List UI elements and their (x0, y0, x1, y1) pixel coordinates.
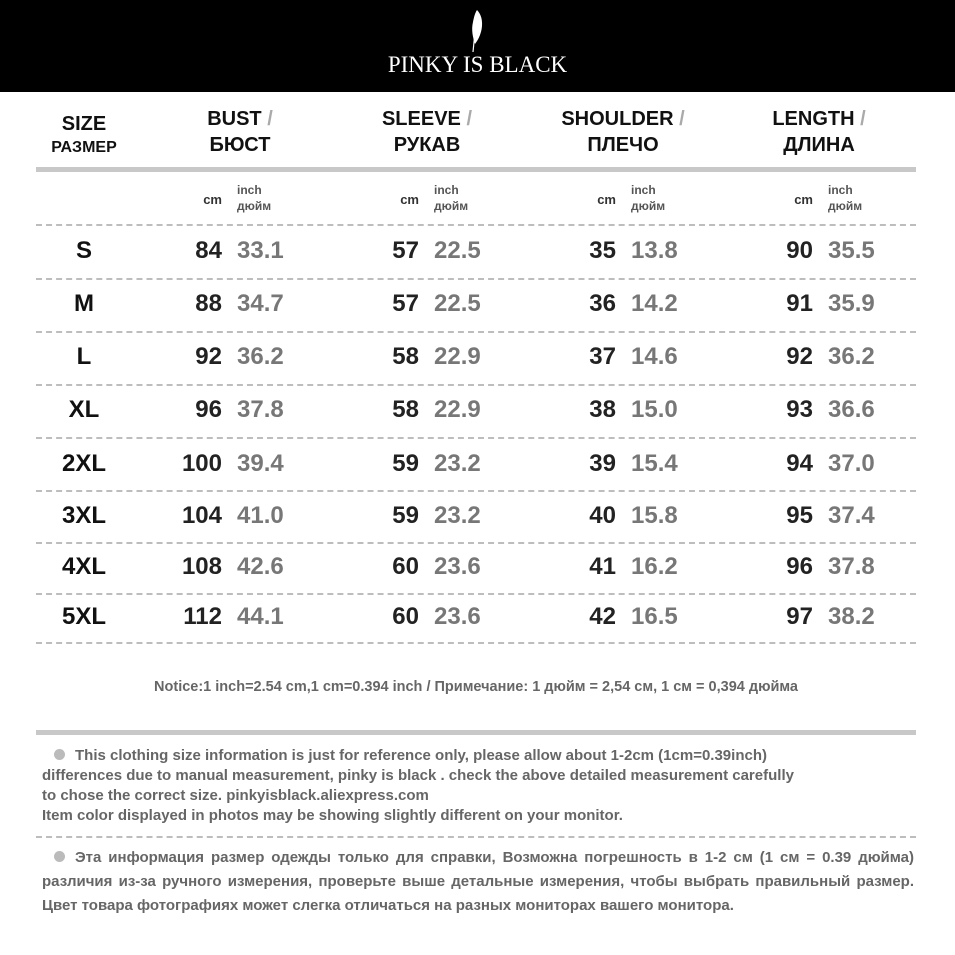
disclaimer-en-line4: Item color displayed in photos may be showing slightly different on your monitor. (42, 807, 623, 824)
conversion-notice: Notice:1 inch=2.54 cm,1 cm=0.394 inch / Примечание: 1 дюйм = 2,54 см, 1 см = 0,394 дюйма (154, 679, 798, 695)
size-header-en: SIZE (61, 113, 107, 135)
value-inch: 15.0 (631, 396, 678, 423)
sleeve-header (332, 106, 522, 158)
value-cm: 41 (589, 553, 616, 580)
row-divider (36, 278, 916, 280)
value-inch: 37.8 (237, 396, 284, 423)
value-inch: 33.1 (237, 237, 284, 264)
value-cm: 39 (589, 450, 616, 477)
size-header (38, 112, 130, 160)
bust-header (145, 106, 335, 158)
value-cm: 60 (392, 553, 419, 580)
unit-inch-en: inch (237, 183, 262, 197)
value-inch: 22.9 (434, 343, 481, 370)
value-inch: 35.9 (828, 290, 875, 317)
value-cm: 58 (392, 396, 419, 423)
value-cm: 57 (392, 237, 419, 264)
disclaimer-divider (36, 836, 916, 838)
unit-inch-ru: дюйм (237, 199, 272, 213)
sleeve-header-en: SLEEVE (381, 108, 461, 130)
value-cm: 84 (195, 237, 222, 264)
value-inch: 22.9 (434, 396, 481, 423)
header-slash: / (466, 108, 473, 130)
value-inch: 39.4 (237, 450, 284, 477)
value-cm: 58 (392, 343, 419, 370)
row-divider (36, 490, 916, 492)
value-inch: 15.8 (631, 502, 678, 529)
brand-banner (0, 0, 955, 92)
value-inch: 14.6 (631, 343, 678, 370)
value-inch: 35.5 (828, 237, 875, 264)
value-inch: 14.2 (631, 290, 678, 317)
value-cm: 93 (786, 396, 813, 423)
value-cm: 59 (392, 450, 419, 477)
row-divider (36, 331, 916, 333)
value-inch: 38.2 (828, 603, 875, 630)
sleeve-header-ru: РУКАВ (393, 134, 461, 156)
value-inch: 23.2 (434, 450, 481, 477)
unit-inch-ru: дюйм (434, 199, 469, 213)
notice-divider (36, 730, 916, 735)
length-header (724, 106, 914, 158)
unit-inch-en: inch (828, 183, 853, 197)
value-inch: 34.7 (237, 290, 284, 317)
value-cm: 100 (181, 450, 222, 477)
row-divider (36, 642, 916, 644)
value-inch: 16.2 (631, 553, 678, 580)
value-cm: 38 (589, 396, 616, 423)
value-cm: 95 (786, 502, 813, 529)
value-inch: 23.6 (434, 603, 481, 630)
value-cm: 104 (181, 502, 222, 529)
value-inch: 36.2 (828, 343, 875, 370)
unit-cm: cm (597, 192, 616, 207)
value-cm: 90 (786, 237, 813, 264)
unit-cm: cm (203, 192, 222, 207)
value-inch: 37.0 (828, 450, 875, 477)
value-inch: 44.1 (237, 603, 284, 630)
header-slash: / (679, 108, 685, 130)
value-inch: 23.6 (434, 553, 481, 580)
header-slash: / (860, 108, 866, 130)
length-header-ru: ДЛИНА (783, 134, 855, 156)
value-inch: 41.0 (237, 502, 284, 529)
value-inch: 42.6 (237, 553, 284, 580)
disclaimer-en (42, 746, 914, 826)
value-inch: 13.8 (631, 237, 678, 264)
value-cm: 92 (786, 343, 813, 370)
header-slash: / (267, 108, 273, 130)
disclaimer-en-line2: differences due to manual measurement, pinky is black . check the above detailed measurement carefully (42, 767, 794, 784)
value-cm: 60 (392, 603, 419, 630)
unit-inch-ru: дюйм (828, 199, 863, 213)
disclaimer-ru (42, 846, 914, 918)
disclaimer-en-line3: to chose the correct size. pinkyisblack.aliexpress.com (42, 787, 429, 804)
value-cm: 91 (786, 290, 813, 317)
header-divider (36, 167, 916, 172)
value-cm: 36 (589, 290, 616, 317)
bust-header-en: BUST (207, 108, 262, 130)
row-divider (36, 437, 916, 439)
unit-cm: cm (400, 192, 419, 207)
shoulder-header-ru: ПЛЕЧО (587, 134, 659, 156)
unit-inch (828, 182, 862, 214)
value-inch: 23.2 (434, 502, 481, 529)
value-cm: 112 (183, 603, 222, 630)
size-header-ru: РАЗМЕР (51, 139, 117, 156)
unit-inch-ru: дюйм (631, 199, 666, 213)
disclaimer-en-line (42, 746, 914, 766)
value-cm: 96 (195, 396, 222, 423)
value-cm: 94 (786, 450, 813, 477)
row-divider (36, 593, 916, 595)
value-cm: 108 (181, 553, 222, 580)
size-label: L (76, 343, 92, 370)
unit-inch (237, 182, 271, 214)
size-label: 3XL (61, 502, 106, 529)
value-inch: 15.4 (631, 450, 678, 477)
bust-header-ru: БЮСТ (209, 134, 271, 156)
unit-inch-en: inch (434, 183, 459, 197)
size-label: XL (68, 396, 100, 423)
feather-icon (463, 8, 487, 56)
unit-inch (631, 182, 665, 214)
value-cm: 37 (589, 343, 616, 370)
value-inch: 37.4 (828, 502, 875, 529)
row-divider (36, 542, 916, 544)
size-label: M (74, 290, 94, 317)
disclaimer-en-line1: This clothing size information is just for reference only, please allow about 1-2cm (1cm=0.39inch) (75, 747, 767, 764)
value-cm: 40 (589, 502, 616, 529)
value-cm: 92 (195, 343, 222, 370)
value-inch: 22.5 (434, 237, 481, 264)
bullet-icon (54, 851, 65, 862)
row-divider (36, 384, 916, 386)
size-label: 4XL (61, 553, 106, 580)
value-cm: 59 (392, 502, 419, 529)
value-cm: 42 (589, 603, 616, 630)
value-inch: 22.5 (434, 290, 481, 317)
value-inch: 36.6 (828, 396, 875, 423)
size-label: 2XL (61, 450, 106, 477)
unit-cm: cm (794, 192, 813, 207)
size-label: S (75, 237, 92, 264)
disclaimer-ru-text: Эта информация размер одежды только для справки, Возможна погрешность в 1-2 см (1 см = 0.39 дюйма) различия из-за ручного измерения, проверьте выше детальные измерения, чтобы выбрать правильный размер. Цвет товара фотографиях может слегка отличаться на разных мониторах вашего монитора. (42, 849, 914, 914)
brand-name: PINKY IS BLACK (387, 52, 568, 77)
row-divider (36, 224, 916, 226)
size-label: 5XL (61, 603, 106, 630)
length-header-en: LENGTH (772, 108, 855, 130)
value-cm: 97 (786, 603, 813, 630)
value-inch: 36.2 (237, 343, 284, 370)
value-cm: 96 (786, 553, 813, 580)
value-inch: 16.5 (631, 603, 678, 630)
value-cm: 35 (589, 237, 616, 264)
bullet-icon (54, 749, 65, 760)
unit-inch-en: inch (631, 183, 656, 197)
value-cm: 88 (195, 290, 222, 317)
value-cm: 57 (392, 290, 419, 317)
shoulder-header (528, 106, 718, 158)
unit-inch (434, 182, 468, 214)
shoulder-header-en: SHOULDER (561, 108, 674, 130)
value-inch: 37.8 (828, 553, 875, 580)
